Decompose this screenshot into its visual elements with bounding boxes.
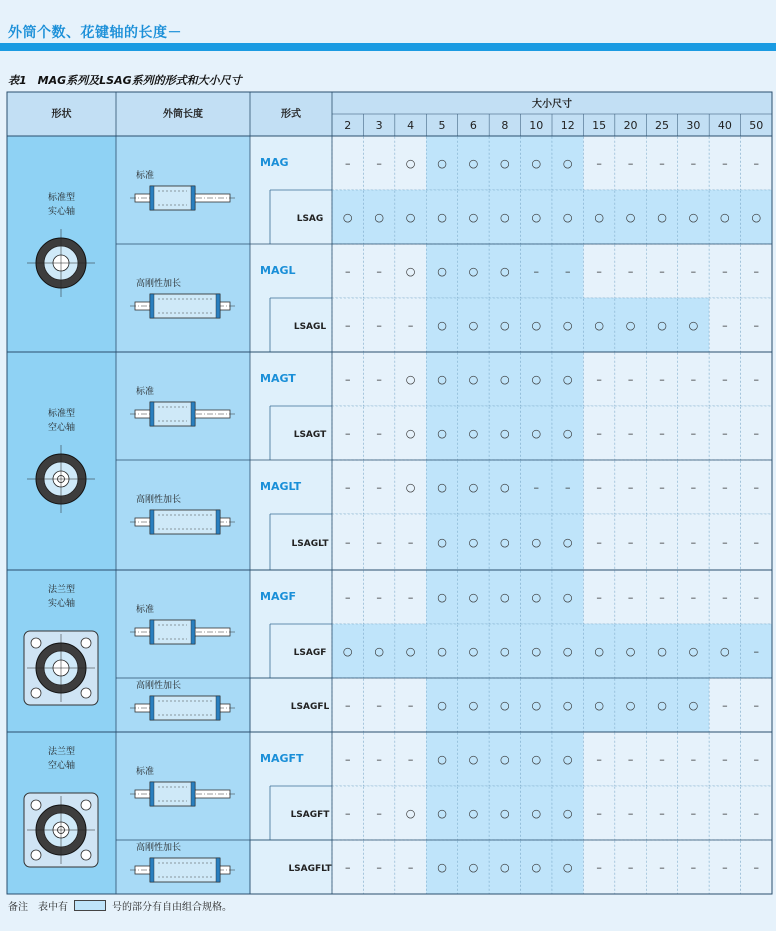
end-view-icon-3	[24, 793, 98, 867]
form-LSAG: LSAG	[296, 214, 324, 224]
length-label-5: 高刚性加长	[136, 681, 182, 691]
cell-MAG-5: ○	[437, 157, 447, 170]
size-header-10: 10	[529, 119, 544, 132]
cell-LSAGFLT-25: –	[659, 861, 665, 874]
cell-MAGT-6: ○	[468, 373, 479, 386]
sleeve-body	[150, 782, 195, 806]
cell-LSAGFT-10: ○	[531, 807, 542, 820]
group-label-type-1: 标准型	[47, 409, 76, 419]
flange-bolt-hole	[81, 850, 91, 860]
cell-LSAGLT-15: –	[596, 536, 602, 549]
cell-LSAGF-10: ○	[531, 645, 542, 658]
cell-MAGT-15: –	[596, 373, 602, 386]
cell-MAGT-3: –	[376, 373, 382, 386]
cell-LSAGFL-40: –	[722, 699, 728, 712]
cell-MAGF-25: –	[659, 591, 665, 604]
cell-LSAG-10: ○	[531, 211, 542, 224]
cell-MAGF-8: ○	[500, 591, 510, 604]
cell-LSAGL-15: ○	[594, 319, 604, 332]
cell-MAGF-3: –	[376, 591, 382, 604]
cell-LSAGT-10: ○	[531, 427, 542, 440]
cell-MAG-10: ○	[531, 157, 542, 170]
cell-MAGLT-3: –	[376, 481, 382, 494]
cell-LSAGF-50: –	[753, 645, 760, 658]
cell-MAGL-10: –	[533, 265, 540, 278]
cell-LSAGLT-2: –	[344, 536, 351, 549]
cell-LSAGLT-3: –	[376, 536, 382, 549]
cell-MAGLT-12: –	[564, 481, 571, 494]
cell-LSAGT-30: –	[690, 427, 697, 440]
cell-LSAGFLT-6: ○	[468, 861, 479, 874]
form-LSAGT: LSAGT	[293, 430, 327, 440]
size-header-8: 8	[501, 119, 509, 132]
cell-LSAGLT-6: ○	[468, 536, 479, 549]
header-length: 外筒长度	[163, 109, 203, 120]
size-header-15: 15	[592, 119, 607, 132]
cell-LSAGFT-8: ○	[500, 807, 510, 820]
cell-LSAGFT-40: –	[722, 807, 728, 820]
sleeve-body	[150, 696, 220, 720]
flange-bolt-hole	[81, 638, 91, 648]
cell-LSAGFLT-20: –	[627, 861, 634, 874]
form-LSAGFT: LSAGFT	[290, 810, 330, 820]
cell-MAGT-4: ○	[405, 373, 416, 386]
cell-LSAG-6: ○	[468, 211, 479, 224]
sleeve-body	[150, 402, 195, 426]
cell-LSAGF-25: ○	[657, 645, 667, 658]
cell-MAGLT-50: –	[753, 481, 760, 494]
cell-LSAGFLT-5: ○	[437, 861, 447, 874]
cell-MAGLT-5: ○	[437, 481, 447, 494]
cell-MAGT-50: –	[753, 373, 760, 386]
sleeve-seal-right	[191, 186, 195, 210]
cell-MAGL-6: ○	[468, 265, 479, 278]
form-LSAGLT: LSAGLT	[291, 539, 329, 549]
cell-MAG-30: –	[690, 157, 697, 170]
cell-LSAGFL-3: –	[376, 699, 382, 712]
cell-LSAGLT-20: –	[627, 536, 634, 549]
form-MAGF: MAGF	[260, 590, 297, 603]
sleeve-seal-right	[191, 402, 195, 426]
cell-LSAGF-6: ○	[468, 645, 479, 658]
cell-MAGT-10: ○	[531, 373, 542, 386]
cell-LSAGFL-15: ○	[594, 699, 604, 712]
cell-LSAGFT-20: –	[627, 807, 634, 820]
sleeve-body	[150, 858, 220, 882]
cell-MAGFT-4: –	[407, 753, 414, 766]
cell-LSAGLT-5: ○	[437, 536, 447, 549]
size-header-25: 25	[655, 119, 669, 132]
sleeve-body	[150, 186, 195, 210]
cell-LSAGFL-12: ○	[562, 699, 573, 712]
cell-MAGF-2: –	[344, 591, 351, 604]
cell-MAGT-25: –	[659, 373, 665, 386]
cell-LSAGFL-30: ○	[688, 699, 699, 712]
cell-LSAG-4: ○	[405, 211, 416, 224]
sleeve-seal-right	[216, 294, 220, 318]
cell-MAGT-30: –	[690, 373, 697, 386]
cell-LSAGFT-2: –	[344, 807, 351, 820]
cell-LSAGF-4: ○	[405, 645, 416, 658]
size-header-50: 50	[749, 119, 764, 132]
cell-LSAGFT-25: –	[659, 807, 665, 820]
cell-MAGF-30: –	[690, 591, 697, 604]
cell-MAGLT-30: –	[690, 481, 697, 494]
cell-MAGF-15: –	[596, 591, 602, 604]
cell-LSAGFLT-2: –	[344, 861, 351, 874]
flange-bolt-hole	[81, 688, 91, 698]
size-header-5: 5	[438, 119, 446, 132]
sleeve-seal-right	[191, 782, 195, 806]
cell-LSAGT-25: –	[659, 427, 665, 440]
cell-MAGT-20: –	[627, 373, 634, 386]
cell-MAGLT-2: –	[344, 481, 351, 494]
cell-LSAGL-2: –	[344, 319, 351, 332]
cell-MAGFT-10: ○	[531, 753, 542, 766]
cell-LSAGFT-50: –	[753, 807, 760, 820]
cell-MAG-25: –	[659, 157, 665, 170]
sleeve-seal-left	[150, 782, 154, 806]
cell-LSAGFT-30: –	[690, 807, 697, 820]
cell-LSAGL-6: ○	[468, 319, 479, 332]
cell-MAGL-50: –	[753, 265, 760, 278]
table-caption: 表1 MAG系列及LSAG系列的形式和大小尺寸	[8, 74, 242, 87]
sleeve-seal-left	[150, 510, 154, 534]
cell-MAGL-20: –	[627, 265, 634, 278]
group-label-type-3: 法兰型	[47, 747, 76, 757]
cell-LSAGF-5: ○	[437, 645, 447, 658]
group-label-shaft-1: 空心轴	[47, 423, 76, 433]
cell-MAGFT-50: –	[753, 753, 760, 766]
cell-MAG-4: ○	[405, 157, 416, 170]
cell-MAGF-4: –	[407, 591, 414, 604]
cell-LSAGFL-8: ○	[500, 699, 510, 712]
cell-MAGLT-8: ○	[500, 481, 510, 494]
cell-MAGFT-2: –	[344, 753, 351, 766]
cell-MAGT-12: ○	[562, 373, 573, 386]
cell-MAGFT-20: –	[627, 753, 634, 766]
cell-LSAGT-4: ○	[405, 427, 416, 440]
highlight-swatch	[74, 900, 106, 911]
cell-MAGLT-40: –	[722, 481, 728, 494]
length-label-0: 标准	[136, 171, 155, 181]
cell-LSAGF-2: ○	[342, 645, 353, 658]
sleeve-seal-right	[191, 620, 195, 644]
cell-LSAGF-12: ○	[562, 645, 573, 658]
cell-LSAG-50: ○	[751, 211, 762, 224]
cell-LSAGF-40: ○	[720, 645, 730, 658]
cell-LSAGLT-8: ○	[500, 536, 510, 549]
cell-MAGLT-25: –	[659, 481, 665, 494]
cell-LSAG-30: ○	[688, 211, 699, 224]
cell-LSAGFL-4: –	[407, 699, 414, 712]
cell-LSAG-20: ○	[625, 211, 636, 224]
cell-MAG-40: –	[722, 157, 728, 170]
cell-MAGL-5: ○	[437, 265, 447, 278]
sleeve-body	[150, 294, 220, 318]
cell-LSAGLT-40: –	[722, 536, 728, 549]
form-LSAGF: LSAGF	[293, 648, 327, 658]
cell-MAGF-10: ○	[531, 591, 542, 604]
cell-LSAGL-10: ○	[531, 319, 542, 332]
cell-LSAGF-15: ○	[594, 645, 604, 658]
cell-MAGL-25: –	[659, 265, 665, 278]
length-label-7: 高刚性加长	[136, 843, 182, 853]
cell-LSAGFLT-10: ○	[531, 861, 542, 874]
sleeve-seal-left	[150, 858, 154, 882]
size-header-20: 20	[623, 119, 638, 132]
cell-LSAG-12: ○	[562, 211, 573, 224]
cell-MAGT-2: –	[344, 373, 351, 386]
sleeve-seal-left	[150, 402, 154, 426]
cell-LSAGT-50: –	[753, 427, 760, 440]
cell-MAGFT-25: –	[659, 753, 665, 766]
cell-MAGLT-4: ○	[405, 481, 416, 494]
cell-MAG-20: –	[627, 157, 634, 170]
cell-LSAGLT-12: ○	[562, 536, 573, 549]
cell-MAGLT-15: –	[596, 481, 602, 494]
cell-LSAGFLT-40: –	[722, 861, 728, 874]
cell-MAGLT-20: –	[627, 481, 634, 494]
cell-LSAGFT-12: ○	[562, 807, 573, 820]
cell-MAGL-8: ○	[500, 265, 510, 278]
cell-MAGL-2: –	[344, 265, 351, 278]
cell-LSAGFT-6: ○	[468, 807, 479, 820]
cell-MAGFT-40: –	[722, 753, 728, 766]
group-label-type-0: 标准型	[47, 193, 76, 203]
form-MAGT: MAGT	[260, 372, 296, 385]
size-header-12: 12	[560, 119, 575, 132]
cell-LSAGF-8: ○	[500, 645, 510, 658]
cell-LSAGL-5: ○	[437, 319, 447, 332]
length-label-2: 标准	[136, 387, 155, 397]
cell-MAG-8: ○	[500, 157, 510, 170]
cell-LSAGLT-4: –	[407, 536, 414, 549]
cell-LSAGFT-4: ○	[405, 807, 416, 820]
cell-LSAG-25: ○	[657, 211, 667, 224]
cell-LSAGL-4: –	[407, 319, 414, 332]
cell-LSAGT-40: –	[722, 427, 728, 440]
cell-MAGFT-5: ○	[437, 753, 447, 766]
form-MAGL: MAGL	[260, 264, 296, 277]
group-label-shaft-0: 实心轴	[47, 207, 76, 217]
cell-MAGLT-6: ○	[468, 481, 479, 494]
sleeve-seal-right	[216, 858, 220, 882]
cell-LSAG-8: ○	[500, 211, 510, 224]
cell-MAGT-40: –	[722, 373, 728, 386]
header-size: 大小尺寸	[532, 99, 572, 110]
cell-LSAGL-20: ○	[625, 319, 636, 332]
cell-MAG-12: ○	[562, 157, 573, 170]
cell-LSAGT-15: –	[596, 427, 602, 440]
form-MAGLT: MAGLT	[260, 480, 302, 493]
group-label-shaft-2: 实心轴	[47, 599, 76, 609]
cell-MAG-50: –	[753, 157, 760, 170]
group-label-type-2: 法兰型	[47, 585, 76, 595]
flange-bolt-hole	[81, 800, 91, 810]
group-label-shaft-3: 空心轴	[47, 761, 76, 771]
cell-LSAGFLT-15: –	[596, 861, 602, 874]
cell-LSAGT-6: ○	[468, 427, 479, 440]
cell-MAGF-12: ○	[562, 591, 573, 604]
cell-MAGFT-6: ○	[468, 753, 479, 766]
form-MAG: MAG	[260, 156, 289, 169]
cell-LSAGFL-50: –	[753, 699, 760, 712]
cell-MAGF-50: –	[753, 591, 760, 604]
cell-LSAGFT-3: –	[376, 807, 382, 820]
size-header-2: 2	[344, 119, 352, 132]
sleeve-body	[150, 510, 220, 534]
cell-LSAG-40: ○	[720, 211, 730, 224]
header-shape: 形状	[51, 109, 72, 120]
footnote-suffix: 号的部分有自由组合规格。	[112, 902, 232, 913]
size-header-4: 4	[407, 119, 415, 132]
footnote	[8, 898, 232, 913]
cell-LSAGT-20: –	[627, 427, 634, 440]
sleeve-seal-left	[150, 294, 154, 318]
cell-LSAGFLT-12: ○	[562, 861, 573, 874]
cell-LSAGL-30: ○	[688, 319, 699, 332]
header-form: 形式	[281, 109, 301, 120]
cell-MAGL-4: ○	[405, 265, 416, 278]
cell-LSAGT-3: –	[376, 427, 382, 440]
length-label-4: 标准	[136, 605, 155, 615]
size-header-40: 40	[717, 119, 732, 132]
flange-bolt-hole	[31, 850, 41, 860]
cell-LSAGFL-2: –	[344, 699, 351, 712]
cell-LSAGL-3: –	[376, 319, 382, 332]
cell-LSAGFLT-4: –	[407, 861, 414, 874]
length-label-1: 高刚性加长	[136, 279, 182, 289]
cell-LSAGL-12: ○	[562, 319, 573, 332]
length-label-6: 标准	[136, 767, 155, 777]
cell-LSAGFL-20: ○	[625, 699, 636, 712]
form-LSAGFL: LSAGFL	[290, 702, 330, 712]
cell-LSAGFLT-8: ○	[500, 861, 510, 874]
cell-MAGFT-15: –	[596, 753, 602, 766]
form-LSAGL: LSAGL	[293, 322, 327, 332]
cell-LSAGFT-5: ○	[437, 807, 447, 820]
cell-MAGF-20: –	[627, 591, 634, 604]
cell-LSAGFLT-50: –	[753, 861, 760, 874]
cell-MAG-6: ○	[468, 157, 479, 170]
cell-MAGFT-12: ○	[562, 753, 573, 766]
cell-MAGL-40: –	[722, 265, 728, 278]
cell-MAGL-12: –	[564, 265, 571, 278]
sleeve-seal-right	[216, 510, 220, 534]
cell-MAGL-3: –	[376, 265, 382, 278]
cell-LSAGLT-25: –	[659, 536, 665, 549]
cell-LSAGFL-5: ○	[437, 699, 447, 712]
cell-LSAGT-2: –	[344, 427, 351, 440]
cell-LSAGLT-30: –	[690, 536, 697, 549]
flange-bolt-hole	[31, 638, 41, 648]
cell-LSAG-3: ○	[374, 211, 384, 224]
cell-MAG-2: –	[344, 157, 351, 170]
cell-LSAGFL-10: ○	[531, 699, 542, 712]
cell-LSAGLT-50: –	[753, 536, 760, 549]
cell-MAGFT-3: –	[376, 753, 382, 766]
cell-LSAGFT-15: –	[596, 807, 602, 820]
end-view-icon-2	[24, 631, 98, 705]
cell-LSAGF-20: ○	[625, 645, 636, 658]
flange-bolt-hole	[31, 688, 41, 698]
flange-bolt-hole	[31, 800, 41, 810]
cell-LSAG-5: ○	[437, 211, 447, 224]
cell-LSAGF-30: ○	[688, 645, 699, 658]
cell-LSAGL-8: ○	[500, 319, 510, 332]
form-MAGFT: MAGFT	[260, 752, 304, 765]
size-header-3: 3	[375, 119, 383, 132]
cell-LSAGL-50: –	[753, 319, 760, 332]
cell-LSAGLT-10: ○	[531, 536, 542, 549]
cell-LSAGFL-25: ○	[657, 699, 667, 712]
cell-MAGL-30: –	[690, 265, 697, 278]
sleeve-seal-left	[150, 620, 154, 644]
cell-LSAGFLT-30: –	[690, 861, 697, 874]
cell-LSAGT-5: ○	[437, 427, 447, 440]
cell-LSAGT-12: ○	[562, 427, 573, 440]
cell-LSAGFL-6: ○	[468, 699, 479, 712]
cell-LSAGT-8: ○	[500, 427, 510, 440]
cell-MAGLT-10: –	[533, 481, 540, 494]
cell-MAGF-40: –	[722, 591, 728, 604]
sleeve-seal-right	[216, 696, 220, 720]
footnote-prefix: 备注 表中有	[8, 902, 68, 913]
sleeve-seal-left	[150, 186, 154, 210]
cell-LSAGF-3: ○	[374, 645, 384, 658]
cell-LSAG-15: ○	[594, 211, 604, 224]
cell-MAGFT-8: ○	[500, 753, 510, 766]
cell-LSAGL-40: –	[722, 319, 728, 332]
cell-MAGF-5: ○	[437, 591, 447, 604]
sleeve-body	[150, 620, 195, 644]
size-header-30: 30	[686, 119, 701, 132]
cell-MAGT-5: ○	[437, 373, 447, 386]
length-label-3: 高刚性加长	[136, 495, 182, 505]
cell-MAG-15: –	[596, 157, 602, 170]
sleeve-seal-left	[150, 696, 154, 720]
size-header-6: 6	[469, 119, 477, 132]
cell-MAGT-8: ○	[500, 373, 510, 386]
cell-LSAG-2: ○	[342, 211, 353, 224]
cell-MAGF-6: ○	[468, 591, 479, 604]
cell-MAGFT-30: –	[690, 753, 697, 766]
cell-LSAGFLT-3: –	[376, 861, 382, 874]
form-LSAGFLT: LSAGFLT	[288, 864, 332, 874]
cell-MAGL-15: –	[596, 265, 602, 278]
cell-MAG-3: –	[376, 157, 382, 170]
page-title: 外筒个数、花键轴的长度－	[8, 25, 182, 41]
form-column-bg	[250, 136, 332, 894]
cell-LSAGL-25: ○	[657, 319, 667, 332]
